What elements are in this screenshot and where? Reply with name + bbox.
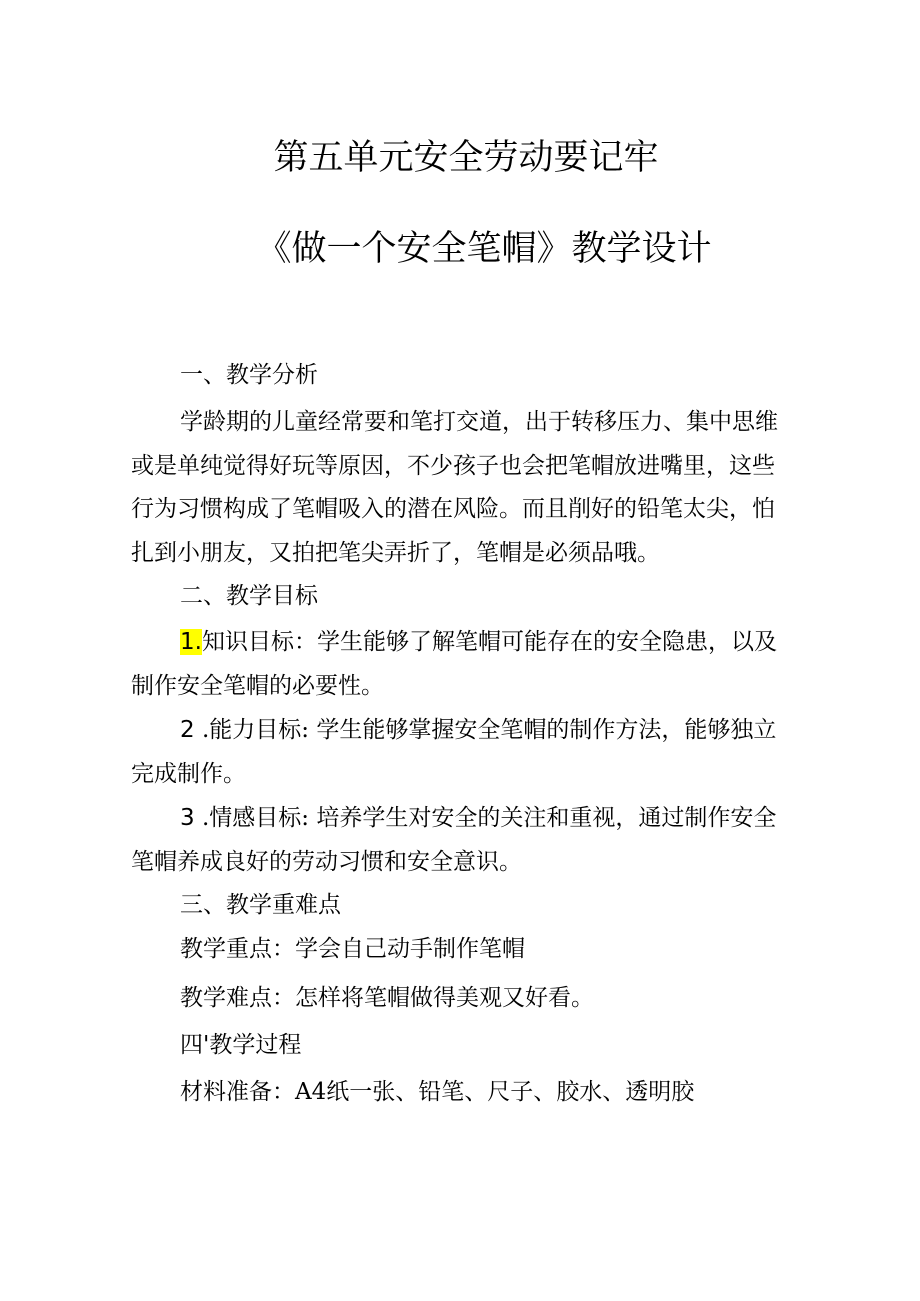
- goal-text-continued: 完成制作。: [131, 761, 246, 787]
- doc-subtitle: 《做一个安全笔帽》教学设计: [256, 229, 712, 269]
- materials-list: 材料准备：A4纸一张、铅笔、尺子、胶水、透明胶: [180, 1079, 695, 1105]
- section-heading-analysis: 一、教学分析: [180, 362, 318, 388]
- doc-title: 第五单元安全劳动要记牢: [273, 138, 659, 178]
- goal-text-continued: 制作安全笔帽的必要性。: [131, 673, 384, 699]
- goal-item-ability: [180, 711, 776, 744]
- highlight-mark: 1.: [180, 629, 202, 655]
- goal-item-emotion: [180, 799, 776, 832]
- goal-text: .能力目标: 学生能够掌握安全笔帽的制作方法，能够独立: [194, 717, 777, 743]
- section-heading-goals: 二、教学目标: [180, 583, 318, 609]
- section-heading-process: 四'教学过程: [180, 1032, 302, 1058]
- goal-text: 知识目标：学生能够了解笔帽可能存在的安全隐患，以及: [201, 629, 777, 655]
- paragraph-line: 行为习惯构成了笔帽吸入的潜在风险。而且削好的铅笔太尖，怕: [131, 496, 775, 522]
- teaching-focus: 教学重点：学会自己动手制作笔帽: [180, 936, 525, 962]
- goal-number: 2: [180, 717, 195, 743]
- goal-number: 3: [180, 805, 195, 831]
- goal-text-continued: 笔帽养成良好的劳动习惯和安全意识。: [131, 849, 522, 875]
- teaching-difficulty: 教学难点：怎样将笔帽做得美观又好看。: [180, 985, 594, 1011]
- paragraph-line: 学龄期的儿童经常要和笔打交道，出于转移压力、集中思维: [180, 409, 778, 435]
- goal-text: .情感目标: 培养学生对安全的关注和重视，通过制作安全: [194, 805, 777, 831]
- paragraph-line: 扎到小朋友，又拍把笔尖弄折了，笔帽是必须品哦。: [131, 540, 660, 566]
- paragraph-line: 或是单纯觉得好玩等原因，不少孩子也会把笔帽放进嘴里，这些: [131, 453, 775, 479]
- goal-item-knowledge: [180, 623, 777, 656]
- section-heading-key-points: 三、教学重难点: [180, 892, 341, 918]
